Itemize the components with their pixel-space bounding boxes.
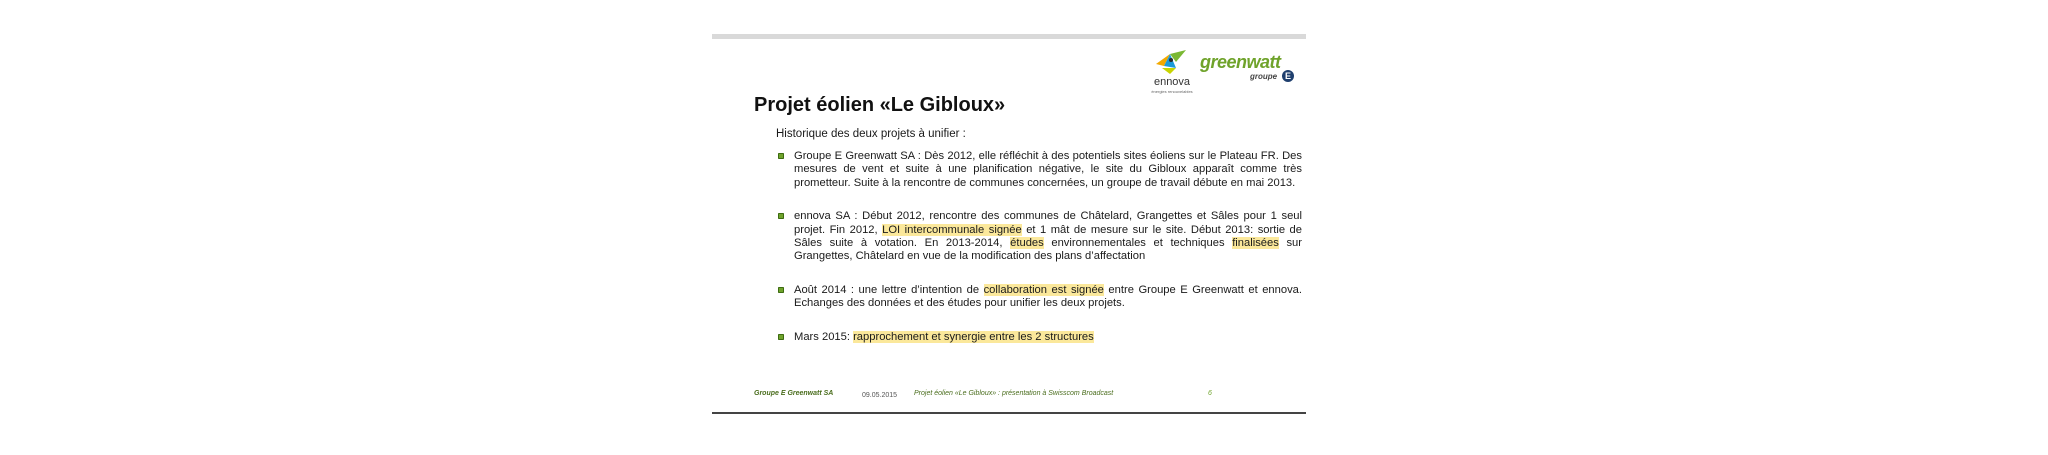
bullet-item bbox=[776, 150, 1302, 190]
groupe-e-icon: E bbox=[1282, 70, 1294, 82]
footer-caption: Projet éolien «Le Gibloux» : présentation à Swisscom Broadcast bbox=[914, 390, 1114, 397]
greenwatt-logo bbox=[1200, 52, 1300, 92]
highlighted-text: finalisées bbox=[1232, 237, 1279, 250]
ennova-tagline: énergies renouvelables bbox=[1151, 89, 1193, 94]
bullet-marker-icon bbox=[778, 287, 784, 293]
bullet-text: ennova SA : Début 2012, rencontre des communes de Châtelard, Grangettes et Sâles pour 1 seul projet. Fin 2012, bbox=[794, 210, 1302, 236]
highlighted-text: études bbox=[1010, 237, 1044, 250]
bullet-item bbox=[776, 284, 1302, 311]
bullet-text: Août 2014 : une lettre d’intention de bbox=[794, 283, 984, 296]
bullet-item bbox=[776, 210, 1302, 264]
footer-company: Groupe E Greenwatt SA bbox=[754, 390, 834, 397]
ennova-logo bbox=[1142, 46, 1202, 100]
highlighted-text: LOI intercommunale signée bbox=[882, 223, 1022, 236]
bullet-marker-icon bbox=[778, 153, 784, 159]
bullet-item bbox=[776, 331, 1302, 344]
slide-title: Projet éolien «Le Gibloux» bbox=[754, 94, 1006, 116]
footer-page-number: 6 bbox=[1208, 390, 1212, 397]
bullet-text: Groupe E Greenwatt SA : Dès 2012, elle réfléchit à des potentiels sites éoliens sur le Plateau FR. Des mesures de vent et suite à une planification négative, le site du Gibloux apparaît comme très prometteur. Suite à la rencontre de communes concernées, un groupe de travail débute en mai 2013. bbox=[794, 150, 1302, 189]
bullet-text: sur Grangettes, Châtelard en vue de la modification des plans d’affectation bbox=[794, 237, 1302, 263]
slide bbox=[712, 34, 1306, 414]
highlighted-text: collaboration est signée bbox=[983, 283, 1104, 296]
slide-bottom-rule bbox=[712, 412, 1306, 414]
bullet-text: et 1 mât de mesure sur le site. Début 2013: sortie de Sâles suite à votation. En 2013-2014, bbox=[794, 223, 1302, 250]
groupe-wordmark: groupe bbox=[1250, 72, 1278, 81]
bullet-marker-icon bbox=[778, 334, 784, 340]
bullet-text: Mars 2015: bbox=[794, 330, 854, 343]
highlighted-text: rapprochement et synergie entre les 2 structures bbox=[853, 330, 1094, 343]
slide-top-bar bbox=[712, 34, 1306, 39]
bullet-text: environnementales et techniques bbox=[1043, 237, 1233, 250]
bullet-list bbox=[776, 150, 1302, 344]
bullet-text: entre Groupe E Greenwatt et ennova. Echanges des données et des études pour unifier les deux projets. bbox=[794, 283, 1303, 310]
footer-date: 09.05.2015 bbox=[862, 392, 898, 399]
bullet-marker-icon bbox=[778, 213, 784, 219]
slide-intro: Historique des deux projets à unifier : bbox=[776, 128, 966, 140]
ennova-bird-icon bbox=[1150, 46, 1190, 76]
greenwatt-wordmark: greenwatt bbox=[1200, 52, 1281, 72]
ennova-name: ennova bbox=[1153, 76, 1191, 88]
